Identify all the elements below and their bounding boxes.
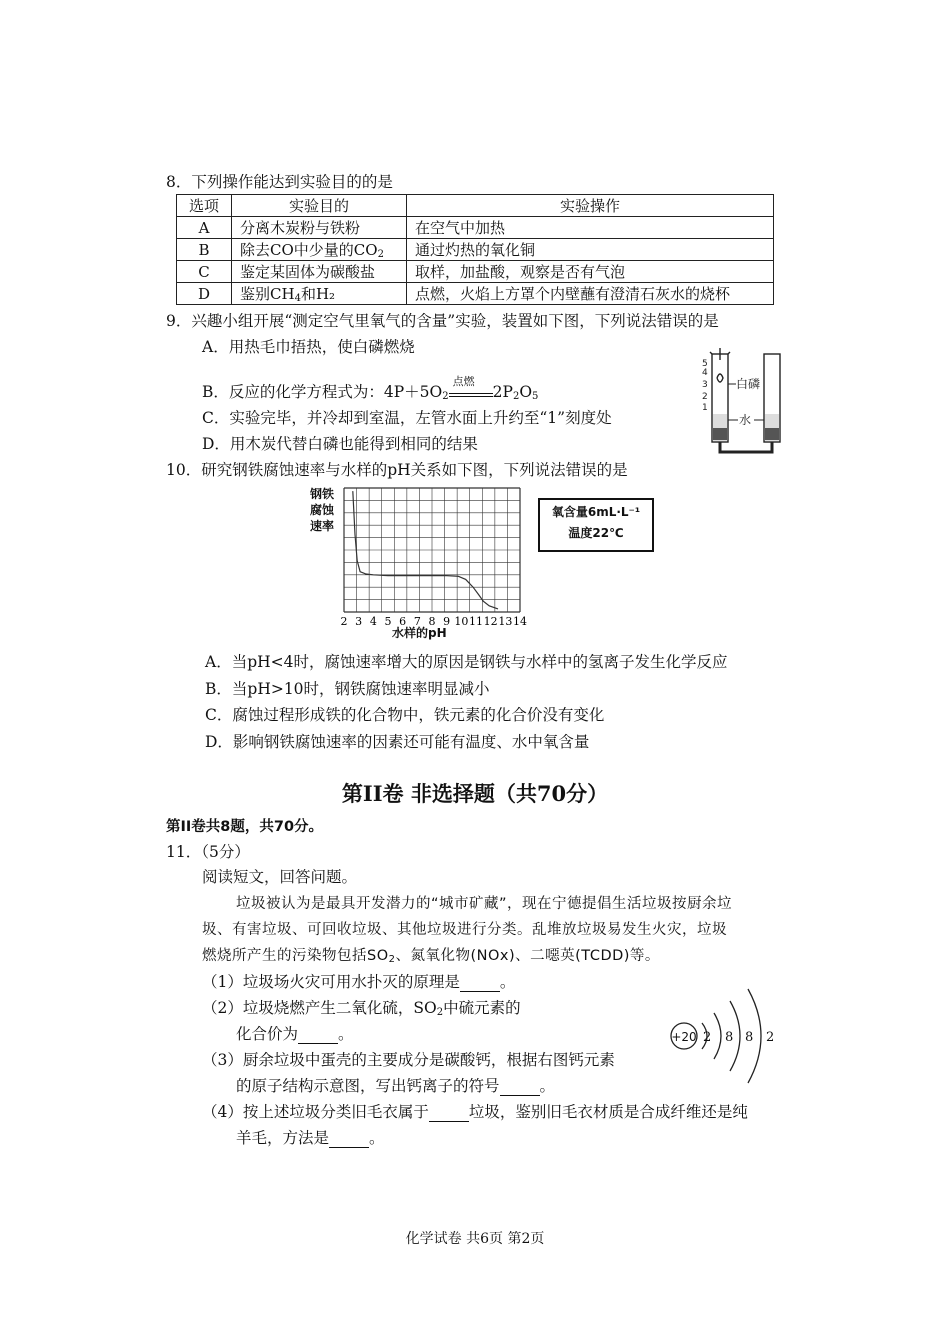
xlabel: 水样的pH (392, 626, 447, 640)
tick-label: 1 (702, 403, 708, 413)
x-tick-label: 7 (413, 615, 421, 628)
q8-table (176, 194, 774, 305)
q10-option-a: A．当pH<4时，腐蚀速率增大的原因是钢铁与水样中的氢离子发生化学反应 (205, 653, 728, 671)
answer-blank[interactable] (460, 973, 500, 992)
answer-blank[interactable] (500, 1077, 540, 1096)
q8-stem: 8．下列操作能达到实验目的的是 (166, 173, 393, 191)
row-operation: 取样，加盐酸，观察是否有气泡 (407, 261, 774, 283)
header-operation: 实验操作 (407, 195, 774, 217)
shell-electrons: 2 (703, 1030, 712, 1045)
q9-stem: 9．兴趣小组开展“测定空气里氧气的含量”实验，装置如下图，下列说法错误的是 (166, 312, 719, 330)
x-tick-label: 4 (369, 615, 377, 628)
shell-electrons: 8 (725, 1030, 734, 1045)
reaction-condition: 点燃 (452, 375, 475, 388)
header-goal: 实验目的 (232, 195, 407, 217)
x-tick-label: 14 (513, 615, 527, 628)
answer-blank[interactable] (329, 1129, 369, 1148)
x-tick-label: 8 (428, 615, 436, 628)
row-option: A (177, 217, 232, 239)
shell-electrons: 2 (766, 1030, 775, 1045)
x-tick-label: 6 (399, 615, 407, 628)
row-goal: 除去CO中少量的$CO_2$ (232, 239, 407, 261)
q11-head: 11．（5分） (166, 843, 250, 861)
ylabel-line: 钢铁 (310, 487, 335, 501)
q11-part-3b: 的原子结构示意图，写出钙离子的符号 。 (236, 1077, 556, 1095)
x-tick-label: 5 (384, 615, 392, 628)
q11-part-4b: 羊毛，方法是 。 (236, 1129, 385, 1147)
row-goal: 鉴定某固体为碳酸盐 (232, 261, 407, 283)
x-tick-label: 2 (340, 615, 348, 628)
table-row (177, 217, 774, 239)
q9-option-a: A．用热毛巾捂热，使白磷燃烧 (202, 338, 415, 356)
calcium-atom-diagram (664, 985, 784, 1091)
shell-electrons: 8 (745, 1030, 754, 1045)
row-option: B (177, 239, 232, 261)
nucleus-charge: +20 (671, 1030, 697, 1044)
chart-annotation: 氧含量6mL·L⁻¹ 温度22℃ (538, 498, 654, 552)
corrosion-chart (300, 484, 560, 646)
q11-passage-line: 圾、有害垃圾、可回收垃圾、其他垃圾进行分类。乱堆放垃圾易发生火灾，垃圾 (202, 922, 727, 938)
answer-blank[interactable] (429, 1103, 469, 1122)
x-tick-label: 3 (355, 615, 363, 628)
chart-grid (344, 488, 520, 612)
q11-intro: 阅读短文，回答问题。 (202, 868, 358, 886)
table-header-row (177, 195, 774, 217)
q9-option-b: B．反应的化学方程式为：$4P+5O_2$ 点燃 $2P_2O_5$ (202, 375, 539, 402)
q11-part-1: （1）垃圾场火灾可用水扑灭的原理是 。 (202, 973, 516, 991)
q11-part-3: （3）厨余垃圾中蛋壳的主要成分是碳酸钙，根据右图钙元素 (202, 1051, 615, 1069)
table-row (177, 283, 774, 305)
row-goal: 分离木炭粉与铁粉 (232, 217, 407, 239)
tick-label: 5 (702, 359, 708, 369)
row-goal: 鉴别$CH_4$和H₂ (232, 283, 407, 305)
oxygen-apparatus-figure (696, 348, 790, 456)
q11-passage-line: 燃烧所产生的污染物包括$SO_2$、氮氧化物(NOx)、二噁英(TCDD)等。 (202, 948, 660, 965)
q10-option-c: C．腐蚀过程形成铁的化合物中，铁元素的化合价没有变化 (205, 706, 605, 724)
phosphorus-icon (717, 374, 723, 382)
x-tick-label: 11 (469, 615, 483, 628)
q10-option-d: D．影响钢铁腐蚀速率的因素还可能有温度、水中氧含量 (205, 733, 590, 751)
row-operation: 通过灼热的氧化铜 (407, 239, 774, 261)
q11-part-4: （4）按上述垃圾分类旧毛衣属于 垃圾，鉴别旧毛衣材质是合成纤维还是纯 (202, 1103, 748, 1121)
q10-option-b: B．当pH>10时，钢铁腐蚀速率明显减小 (205, 680, 490, 698)
x-tick-label: 13 (498, 615, 513, 628)
q9-option-c: C．实验完毕，并冷却到室温，左管水面上升约至“1”刻度处 (202, 409, 612, 427)
ylabel-line: 腐蚀 (310, 503, 335, 517)
page-footer: 化学试卷 共6页 第2页 (405, 1231, 545, 1247)
label-phosphorus: 白磷 (736, 377, 761, 391)
q11-part-2: （2）垃圾烧燃产生二氧化硫，$SO_2$中硫元素的 (202, 999, 521, 1018)
chart-xticks (341, 615, 528, 628)
row-option: D (177, 283, 232, 305)
section-note: 第II卷共8题，共70分。 (166, 819, 324, 835)
row-option: C (177, 261, 232, 283)
x-tick-label: 12 (483, 615, 498, 628)
table-row (177, 261, 774, 283)
header-option: 选项 (177, 195, 232, 217)
q11-part-2b: 化合价为 。 (236, 1025, 354, 1043)
label-water: 水 (739, 413, 752, 427)
x-tick-label: 10 (454, 615, 469, 628)
x-tick-label: 9 (443, 615, 451, 628)
answer-blank[interactable] (298, 1025, 338, 1044)
tick-label: 3 (702, 380, 708, 390)
section-title: 第II卷 非选择题（共70分） (341, 781, 609, 806)
row-operation: 点燃，火焰上方罩个内壁蘸有澄清石灰水的烧杯 (407, 283, 774, 305)
table-row (177, 239, 774, 261)
tick-label: 2 (702, 392, 708, 402)
row-operation: 在空气中加热 (407, 217, 774, 239)
ylabel-line: 速率 (310, 519, 335, 533)
tick-label: 4 (702, 368, 708, 378)
q10-stem: 10．研究钢铁腐蚀速率与水样的pH关系如下图，下列说法错误的是 (166, 461, 628, 479)
q9-option-d: D．用木炭代替白磷也能得到相同的结果 (202, 435, 478, 453)
q11-passage-line: 垃圾被认为是最具开发潜力的“城市矿藏”，现在宁德提倡生活垃圾按厨余垃 (236, 896, 733, 912)
